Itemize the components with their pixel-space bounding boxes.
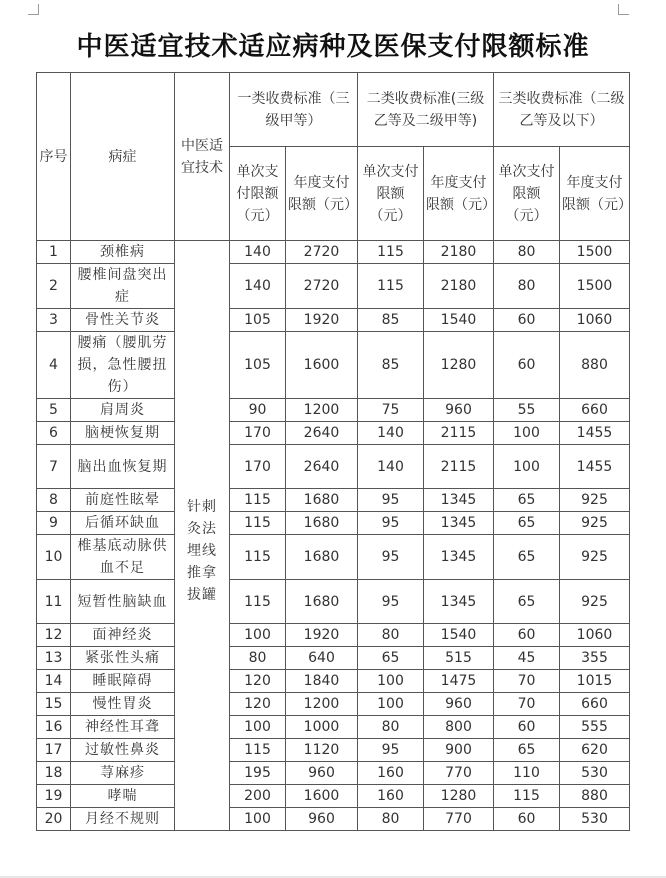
- class3-per-visit: 60: [494, 624, 560, 647]
- header-class3-per-visit: 单次支付限额（元）: [494, 147, 560, 241]
- class1-per-visit: 90: [230, 399, 286, 422]
- header-class3: 三类收费标准（二级乙等及以下）: [494, 73, 630, 147]
- row-number: 15: [37, 693, 71, 716]
- class3-annual: 1060: [560, 624, 630, 647]
- class2-annual: 2180: [424, 264, 494, 309]
- technique-text: 针刺灸法埋线推拿拔罐: [187, 498, 217, 603]
- page-corner-mark-right: [618, 4, 629, 15]
- disease-name: 颈椎病: [71, 241, 175, 264]
- row-number: 16: [37, 716, 71, 739]
- class1-per-visit: 120: [230, 670, 286, 693]
- row-number: 12: [37, 624, 71, 647]
- class3-annual: 660: [560, 399, 630, 422]
- header-seq: 序号: [37, 73, 71, 241]
- page-corner-mark-left: [28, 4, 39, 15]
- class2-annual: 2115: [424, 445, 494, 489]
- row-number: 5: [37, 399, 71, 422]
- class2-per-visit: 95: [358, 512, 424, 535]
- table-row: [37, 445, 630, 489]
- class3-per-visit: 65: [494, 489, 560, 512]
- table-row: [37, 489, 630, 512]
- class2-per-visit: 80: [358, 716, 424, 739]
- disease-name: 月经不规则: [71, 808, 175, 831]
- class3-per-visit: 65: [494, 580, 560, 624]
- class2-annual: 960: [424, 693, 494, 716]
- header-disease: 病症: [71, 73, 175, 241]
- class3-per-visit: 110: [494, 762, 560, 785]
- class2-per-visit: 85: [358, 309, 424, 332]
- class1-annual: 1000: [286, 716, 358, 739]
- disease-name: 椎基底动脉供血不足: [71, 535, 175, 580]
- class1-per-visit: 105: [230, 309, 286, 332]
- class1-per-visit: 200: [230, 785, 286, 808]
- table-row: [37, 762, 630, 785]
- class2-per-visit: 95: [358, 535, 424, 580]
- class2-per-visit: 100: [358, 693, 424, 716]
- disease-name: 肩周炎: [71, 399, 175, 422]
- row-number: 11: [37, 580, 71, 624]
- class3-per-visit: 115: [494, 785, 560, 808]
- class1-per-visit: 115: [230, 512, 286, 535]
- class2-per-visit: 80: [358, 808, 424, 831]
- row-number: 14: [37, 670, 71, 693]
- header-class1: 一类收费标准（三级甲等）: [230, 73, 358, 147]
- table-row: [37, 535, 630, 580]
- class1-annual: 1680: [286, 535, 358, 580]
- class3-annual: 530: [560, 808, 630, 831]
- header-row-top: [37, 73, 630, 147]
- class1-per-visit: 170: [230, 422, 286, 445]
- class3-annual: 1455: [560, 445, 630, 489]
- class2-per-visit: 85: [358, 332, 424, 399]
- row-number: 1: [37, 241, 71, 264]
- table-row: [37, 647, 630, 670]
- disease-name: 骨性关节炎: [71, 309, 175, 332]
- disease-name: 哮喘: [71, 785, 175, 808]
- header-technique: 中医适宜技术: [175, 73, 230, 241]
- class1-per-visit: 100: [230, 808, 286, 831]
- class2-per-visit: 115: [358, 241, 424, 264]
- table-row: [37, 264, 630, 309]
- table-row: [37, 693, 630, 716]
- class2-annual: 1345: [424, 512, 494, 535]
- disease-name: 神经性耳聋: [71, 716, 175, 739]
- class1-annual: 2640: [286, 445, 358, 489]
- class1-per-visit: 195: [230, 762, 286, 785]
- disease-name: 睡眠障碍: [71, 670, 175, 693]
- class1-annual: 1680: [286, 512, 358, 535]
- row-number: 18: [37, 762, 71, 785]
- disease-name: 前庭性眩晕: [71, 489, 175, 512]
- class2-annual: 900: [424, 739, 494, 762]
- class3-per-visit: 70: [494, 693, 560, 716]
- table-row: [37, 580, 630, 624]
- disease-name: 脑梗恢复期: [71, 422, 175, 445]
- class2-annual: 770: [424, 808, 494, 831]
- class2-per-visit: 95: [358, 580, 424, 624]
- row-number: 2: [37, 264, 71, 309]
- table-row: [37, 241, 630, 264]
- class1-per-visit: 140: [230, 264, 286, 309]
- class3-per-visit: 80: [494, 241, 560, 264]
- class2-annual: 1540: [424, 309, 494, 332]
- class2-annual: 800: [424, 716, 494, 739]
- table-row: [37, 624, 630, 647]
- class1-annual: 640: [286, 647, 358, 670]
- class1-per-visit: 115: [230, 580, 286, 624]
- table-row: [37, 785, 630, 808]
- class1-annual: 1920: [286, 624, 358, 647]
- class1-per-visit: 115: [230, 535, 286, 580]
- table-row: [37, 739, 630, 762]
- class2-annual: 1280: [424, 785, 494, 808]
- class3-per-visit: 65: [494, 512, 560, 535]
- class2-annual: 1475: [424, 670, 494, 693]
- row-number: 4: [37, 332, 71, 399]
- disease-name: 慢性胃炎: [71, 693, 175, 716]
- class3-per-visit: 80: [494, 264, 560, 309]
- disease-name: 面神经炎: [71, 624, 175, 647]
- class1-annual: 1600: [286, 332, 358, 399]
- class2-annual: 1345: [424, 580, 494, 624]
- class3-annual: 1015: [560, 670, 630, 693]
- class1-per-visit: 115: [230, 489, 286, 512]
- disease-name: 腰椎间盘突出症: [71, 264, 175, 309]
- row-number: 19: [37, 785, 71, 808]
- class2-annual: 1345: [424, 489, 494, 512]
- table-row: [37, 512, 630, 535]
- class1-per-visit: 170: [230, 445, 286, 489]
- class3-annual: 925: [560, 512, 630, 535]
- class3-per-visit: 60: [494, 332, 560, 399]
- class2-per-visit: 75: [358, 399, 424, 422]
- class2-per-visit: 160: [358, 785, 424, 808]
- row-number: 6: [37, 422, 71, 445]
- class3-per-visit: 65: [494, 739, 560, 762]
- row-number: 7: [37, 445, 71, 489]
- class2-annual: 2115: [424, 422, 494, 445]
- class2-per-visit: 65: [358, 647, 424, 670]
- class1-per-visit: 140: [230, 241, 286, 264]
- table-row: [37, 309, 630, 332]
- class1-annual: 1600: [286, 785, 358, 808]
- class2-annual: 770: [424, 762, 494, 785]
- row-number: 13: [37, 647, 71, 670]
- class3-annual: 925: [560, 535, 630, 580]
- class3-annual: 1455: [560, 422, 630, 445]
- class3-annual: 925: [560, 580, 630, 624]
- table-row: [37, 399, 630, 422]
- header-class2: 二类收费标准(三级乙等及二级甲等): [358, 73, 494, 147]
- row-number: 10: [37, 535, 71, 580]
- class3-per-visit: 100: [494, 422, 560, 445]
- class2-per-visit: 140: [358, 422, 424, 445]
- class2-per-visit: 140: [358, 445, 424, 489]
- class2-per-visit: 80: [358, 624, 424, 647]
- class3-annual: 925: [560, 489, 630, 512]
- disease-name: 腰痛（腰肌劳损，急性腰扭伤）: [71, 332, 175, 399]
- class1-annual: 2640: [286, 422, 358, 445]
- class2-per-visit: 115: [358, 264, 424, 309]
- class1-per-visit: 105: [230, 332, 286, 399]
- class1-per-visit: 115: [230, 739, 286, 762]
- document-title: 中医适宜技术适应病种及医保支付限额标准: [76, 32, 590, 62]
- class3-per-visit: 70: [494, 670, 560, 693]
- disease-name: 短暂性脑缺血: [71, 580, 175, 624]
- row-number: 3: [37, 309, 71, 332]
- row-number: 8: [37, 489, 71, 512]
- table-row: [37, 716, 630, 739]
- class3-annual: 1500: [560, 241, 630, 264]
- class3-annual: 355: [560, 647, 630, 670]
- class2-per-visit: 160: [358, 762, 424, 785]
- class1-annual: 960: [286, 808, 358, 831]
- disease-name: 脑出血恢复期: [71, 445, 175, 489]
- header-class1-annual: 年度支付限额（元）: [286, 147, 358, 241]
- class1-annual: 1680: [286, 489, 358, 512]
- table-row: [37, 332, 630, 399]
- disease-name: 紧张性头痛: [71, 647, 175, 670]
- header-class2-annual: 年度支付限额（元）: [424, 147, 494, 241]
- class3-annual: 555: [560, 716, 630, 739]
- class3-annual: 530: [560, 762, 630, 785]
- class3-per-visit: 45: [494, 647, 560, 670]
- class1-annual: 1200: [286, 693, 358, 716]
- class3-per-visit: 60: [494, 716, 560, 739]
- class2-annual: 1280: [424, 332, 494, 399]
- class1-annual: 960: [286, 762, 358, 785]
- table-row: [37, 808, 630, 831]
- class2-per-visit: 100: [358, 670, 424, 693]
- class1-annual: 1680: [286, 580, 358, 624]
- class1-per-visit: 120: [230, 693, 286, 716]
- class1-annual: 1120: [286, 739, 358, 762]
- class1-annual: 1920: [286, 309, 358, 332]
- class3-annual: 1060: [560, 309, 630, 332]
- class3-annual: 660: [560, 693, 630, 716]
- class3-annual: 880: [560, 785, 630, 808]
- disease-name: 过敏性鼻炎: [71, 739, 175, 762]
- disease-name: 荨麻疹: [71, 762, 175, 785]
- header-class1-per-visit: 单次支付限额（元）: [230, 147, 286, 241]
- technique-cell: [175, 241, 230, 831]
- class3-annual: 620: [560, 739, 630, 762]
- table-row: [37, 670, 630, 693]
- class2-annual: 2180: [424, 241, 494, 264]
- class2-annual: 1345: [424, 535, 494, 580]
- class3-annual: 880: [560, 332, 630, 399]
- header-class3-annual: 年度支付限额（元）: [560, 147, 630, 241]
- class3-per-visit: 60: [494, 309, 560, 332]
- fee-standard-table: [36, 72, 630, 831]
- class2-annual: 960: [424, 399, 494, 422]
- class1-per-visit: 100: [230, 624, 286, 647]
- row-number: 17: [37, 739, 71, 762]
- class1-annual: 2720: [286, 264, 358, 309]
- class3-per-visit: 65: [494, 535, 560, 580]
- class2-annual: 515: [424, 647, 494, 670]
- class3-per-visit: 60: [494, 808, 560, 831]
- row-number: 20: [37, 808, 71, 831]
- class1-annual: 2720: [286, 241, 358, 264]
- header-class2-per-visit: 单次支付限额（元）: [358, 147, 424, 241]
- class3-per-visit: 55: [494, 399, 560, 422]
- disease-name: 后循环缺血: [71, 512, 175, 535]
- class1-annual: 1840: [286, 670, 358, 693]
- class2-per-visit: 95: [358, 739, 424, 762]
- class1-per-visit: 80: [230, 647, 286, 670]
- class2-per-visit: 95: [358, 489, 424, 512]
- class1-annual: 1200: [286, 399, 358, 422]
- row-number: 9: [37, 512, 71, 535]
- class3-per-visit: 100: [494, 445, 560, 489]
- class1-per-visit: 100: [230, 716, 286, 739]
- class3-annual: 1500: [560, 264, 630, 309]
- table-row: [37, 422, 630, 445]
- class2-annual: 1540: [424, 624, 494, 647]
